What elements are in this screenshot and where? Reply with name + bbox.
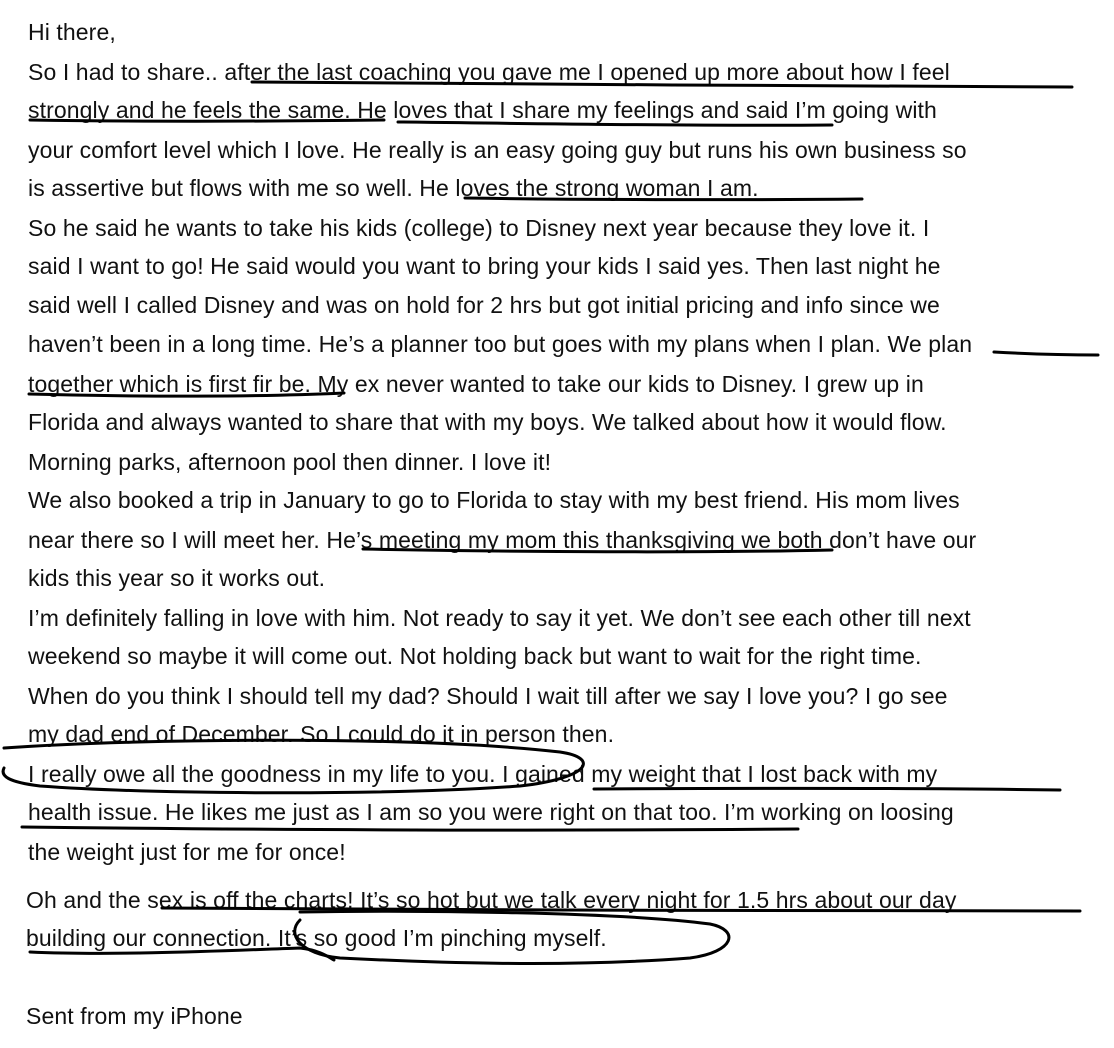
body-line-13: near there so I will meet her. He’s meeting my mom this thanksgiving we both don’t have our — [28, 527, 977, 553]
body-line-8: haven’t been in a long time. He’s a planner too but goes with my plans when I plan. We plan — [28, 331, 973, 357]
greeting-line: Hi there, — [28, 19, 116, 45]
body-line-4: is assertive but flows with me so well. He loves the strong woman I am. — [28, 175, 759, 201]
body-line-6: said I want to go! He said would you want to bring your kids I said yes. Then last night he — [28, 253, 941, 279]
body-line-11: Morning parks, afternoon pool then dinner. I love it! — [28, 449, 552, 475]
body-line-9: together which is first fir be. My ex never wanted to take our kids to Disney. I grew up in — [28, 371, 924, 397]
body-line-18: my dad end of December. So I could do it in person then. — [28, 721, 615, 747]
body-line-15: I’m definitely falling in love with him. Not ready to say it yet. We don’t see each other till next — [28, 605, 971, 631]
body-line-10: Florida and always wanted to share that with my boys. We talked about how it would flow. — [28, 409, 947, 435]
body-line-2: strongly and he feels the same. He loves that I share my feelings and said I’m going with — [28, 97, 937, 123]
body-line-20: health issue. He likes me just as I am so you were right on that too. I’m working on loosing — [28, 799, 954, 825]
body-line-22: Oh and the sex is off the charts! It’s so hot but we talk every night for 1.5 hrs about our day — [26, 887, 957, 913]
underline-likes-me — [22, 827, 798, 830]
body-line-23: building our connection. It’s so good I’m pinching myself. — [26, 925, 607, 951]
body-line-5: So he said he wants to take his kids (college) to Disney next year because they love it. I — [28, 215, 930, 241]
body-line-7: said well I called Disney and was on hold for 2 hrs but got initial pricing and info since we — [28, 292, 940, 318]
underline-we-plan — [994, 352, 1098, 355]
body-line-21: the weight just for me for once! — [28, 839, 346, 865]
body-line-3: your comfort level which I love. He really is an easy going guy but runs his own business so — [28, 137, 967, 163]
email-signature: Sent from my iPhone — [26, 1003, 243, 1029]
body-line-16: weekend so maybe it will come out. Not holding back but want to wait for the right time. — [28, 643, 922, 669]
body-line-12: We also booked a trip in January to go to Florida to stay with my best friend. His mom lives — [28, 487, 960, 513]
body-line-17: When do you think I should tell my dad? Should I wait till after we say I love you? I go see — [28, 683, 948, 709]
body-line-14: kids this year so it works out. — [28, 565, 326, 591]
body-line-1: So I had to share.. after the last coaching you gave me I opened up more about how I feel — [28, 59, 950, 85]
body-line-19: I really owe all the goodness in my life to you. I gained my weight that I lost back with my — [28, 761, 938, 787]
